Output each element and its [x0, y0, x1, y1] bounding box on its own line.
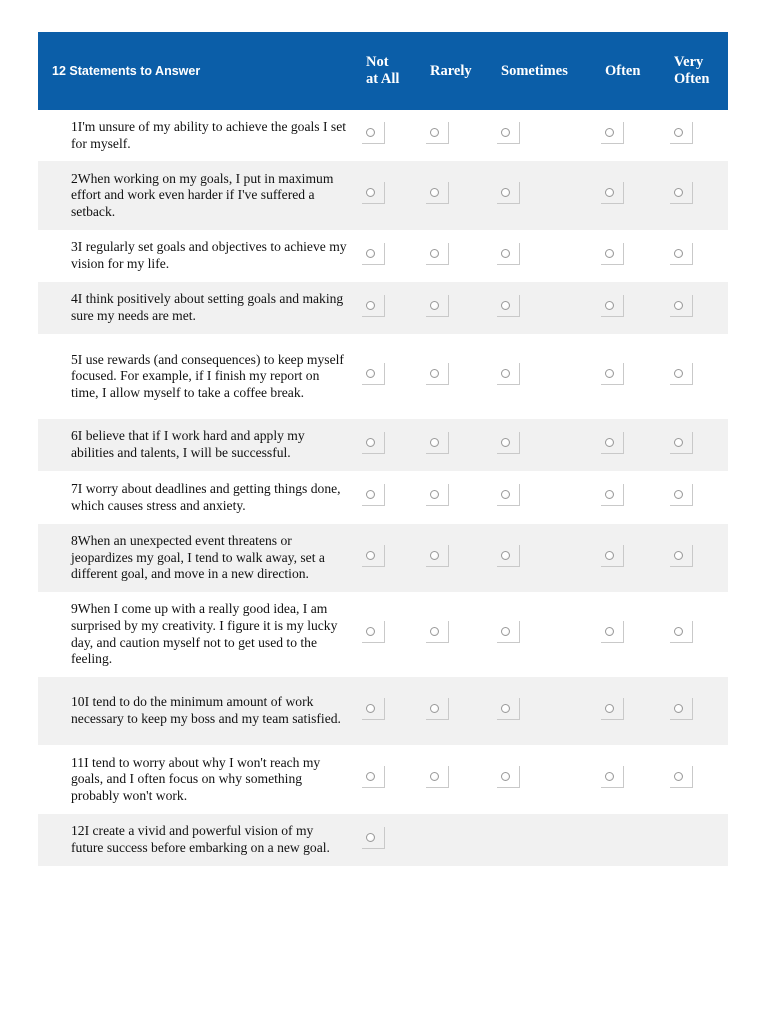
radio-very-often[interactable] [670, 766, 693, 788]
radio-sometimes[interactable] [497, 363, 520, 385]
option-cell [601, 334, 670, 419]
radio-very-often[interactable] [670, 432, 693, 454]
radio-not-at-all[interactable] [362, 827, 385, 849]
radio-sometimes[interactable] [497, 766, 520, 788]
radio-often[interactable] [601, 698, 624, 720]
option-cell [670, 471, 728, 524]
radio-rarely[interactable] [426, 621, 449, 643]
column-header-rarely [426, 32, 497, 110]
option-cell [426, 282, 497, 334]
radio-sometimes[interactable] [497, 295, 520, 317]
option-cell [426, 334, 497, 419]
option-cell [670, 592, 728, 677]
option-cell [601, 230, 670, 282]
radio-not-at-all[interactable] [362, 363, 385, 385]
option-cell [426, 471, 497, 524]
option-cell [426, 677, 497, 745]
radio-very-often[interactable] [670, 122, 693, 144]
option-cell [601, 161, 670, 230]
option-cell [497, 524, 601, 592]
radio-rarely[interactable] [426, 122, 449, 144]
radio-sometimes[interactable] [497, 122, 520, 144]
radio-not-at-all[interactable] [362, 243, 385, 265]
radio-not-at-all[interactable] [362, 484, 385, 506]
option-cell [670, 814, 728, 866]
radio-sometimes[interactable] [497, 698, 520, 720]
radio-not-at-all[interactable] [362, 621, 385, 643]
statement-text: I'm unsure of my ability to achieve the goals I set for myself. [71, 118, 347, 151]
option-cell [670, 161, 728, 230]
statement-number: 1 [71, 118, 78, 134]
statement-number: 9 [71, 601, 78, 617]
statement-row [38, 524, 728, 592]
option-cell [670, 110, 728, 161]
statement-cell [38, 592, 362, 677]
radio-very-often[interactable] [670, 698, 693, 720]
statement-row [38, 814, 728, 866]
option-cell [670, 419, 728, 471]
radio-rarely[interactable] [426, 432, 449, 454]
option-cell [670, 745, 728, 814]
option-cell [362, 334, 426, 419]
option-cell [362, 592, 426, 677]
radio-sometimes[interactable] [497, 182, 520, 204]
option-cell [497, 110, 601, 161]
radio-often[interactable] [601, 545, 624, 567]
option-cell [362, 677, 426, 745]
radio-not-at-all[interactable] [362, 122, 385, 144]
radio-rarely[interactable] [426, 363, 449, 385]
statement-cell [38, 161, 362, 230]
radio-not-at-all[interactable] [362, 545, 385, 567]
statement-text: I tend to do the minimum amount of work necessary to keep my boss and my team satisfied. [71, 694, 341, 726]
option-cell [601, 677, 670, 745]
radio-often[interactable] [601, 243, 624, 265]
statement-cell [38, 471, 362, 524]
option-cell [497, 419, 601, 471]
statement-row [38, 161, 728, 230]
option-cell [601, 592, 670, 677]
statement-number: 11 [71, 754, 85, 770]
statement-text: I create a vivid and powerful vision of my future success before embarking on a new goal. [71, 823, 330, 855]
statement-row [38, 471, 728, 524]
column-header-label: Sometimes [501, 62, 568, 79]
radio-very-often[interactable] [670, 182, 693, 204]
column-header-label: Rarely [430, 62, 472, 79]
radio-rarely[interactable] [426, 545, 449, 567]
option-cell [362, 161, 426, 230]
option-cell [362, 471, 426, 524]
option-cell [601, 745, 670, 814]
radio-rarely[interactable] [426, 766, 449, 788]
column-header-often [601, 32, 670, 110]
radio-often[interactable] [601, 621, 624, 643]
option-cell [601, 471, 670, 524]
radio-not-at-all[interactable] [362, 698, 385, 720]
statement-row [38, 592, 728, 677]
statement-row [38, 282, 728, 334]
statement-row [38, 334, 728, 419]
statement-text: I use rewards (and consequences) to keep myself focused. For example, if I finish my report on time, I allow myself to take a coffee break. [71, 351, 344, 400]
column-header-label: Very Often [674, 54, 710, 87]
option-cell [497, 282, 601, 334]
statement-number: 8 [71, 533, 78, 549]
option-cell [426, 814, 497, 866]
radio-not-at-all[interactable] [362, 766, 385, 788]
option-cell [362, 814, 426, 866]
column-header-label: Often [605, 62, 641, 79]
statement-text: When I come up with a really good idea, I am surprised by my creativity. I figure it is my lucky day, and caution myself not to get used to the feeling. [71, 601, 338, 667]
option-cell [670, 230, 728, 282]
option-cell [497, 471, 601, 524]
option-cell [670, 677, 728, 745]
option-cell [426, 745, 497, 814]
statement-text: I believe that if I work hard and apply my abilities and talents, I will be successful. [71, 428, 305, 460]
option-cell [426, 524, 497, 592]
option-cell [601, 282, 670, 334]
radio-often[interactable] [601, 295, 624, 317]
table-title: 12 Statements to Answer [52, 63, 201, 78]
statement-cell [38, 419, 362, 471]
header-row [38, 32, 728, 110]
option-cell [670, 334, 728, 419]
option-cell [362, 524, 426, 592]
option-cell [426, 161, 497, 230]
radio-very-often[interactable] [670, 295, 693, 317]
statement-text: When an unexpected event threatens or jeopardizes my goal, I tend to walk away, set a different goal, and move in a new direction. [71, 533, 325, 582]
statement-cell [38, 524, 362, 592]
radio-often[interactable] [601, 363, 624, 385]
option-cell [362, 745, 426, 814]
option-cell [601, 814, 670, 866]
radio-rarely[interactable] [426, 243, 449, 265]
option-cell [670, 282, 728, 334]
radio-sometimes[interactable] [497, 432, 520, 454]
radio-often[interactable] [601, 766, 624, 788]
option-cell [497, 334, 601, 419]
radio-very-often[interactable] [670, 484, 693, 506]
statement-number: 12 [71, 823, 85, 839]
statement-cell [38, 110, 362, 161]
option-cell [362, 110, 426, 161]
statement-text: I tend to worry about why I won't reach my goals, and I often focus on why something probably won't work. [71, 754, 321, 803]
statement-number: 3 [71, 239, 78, 255]
radio-rarely[interactable] [426, 182, 449, 204]
statement-row [38, 230, 728, 282]
column-header-sometimes [497, 32, 601, 110]
statement-number: 2 [71, 170, 78, 186]
statement-row [38, 110, 728, 161]
statement-cell [38, 745, 362, 814]
option-cell [497, 161, 601, 230]
statement-text: I regularly set goals and objectives to achieve my vision for my life. [71, 239, 347, 271]
statement-number: 7 [71, 480, 78, 496]
option-cell [670, 524, 728, 592]
statement-number: 5 [71, 351, 78, 367]
radio-not-at-all[interactable] [362, 432, 385, 454]
option-cell [362, 419, 426, 471]
statement-text: I worry about deadlines and getting things done, which causes stress and anxiety. [71, 480, 341, 513]
radio-rarely[interactable] [426, 295, 449, 317]
statement-cell [38, 814, 362, 866]
option-cell [497, 677, 601, 745]
statement-text: When working on my goals, I put in maximum effort and work even harder if I've suffered a setback. [71, 170, 334, 219]
option-cell [362, 282, 426, 334]
statement-cell [38, 677, 362, 745]
radio-very-often[interactable] [670, 363, 693, 385]
statement-cell [38, 230, 362, 282]
option-cell [426, 110, 497, 161]
radio-often[interactable] [601, 122, 624, 144]
statement-number: 10 [71, 694, 85, 710]
statement-row [38, 745, 728, 814]
option-cell [426, 592, 497, 677]
option-cell [497, 814, 601, 866]
statement-row [38, 419, 728, 471]
option-cell [426, 230, 497, 282]
option-cell [601, 419, 670, 471]
radio-often[interactable] [601, 432, 624, 454]
statement-cell [38, 282, 362, 334]
radio-sometimes[interactable] [497, 484, 520, 506]
radio-not-at-all[interactable] [362, 295, 385, 317]
radio-rarely[interactable] [426, 484, 449, 506]
radio-sometimes[interactable] [497, 621, 520, 643]
option-cell [497, 745, 601, 814]
option-cell [497, 592, 601, 677]
option-cell [426, 419, 497, 471]
statement-text: I think positively about setting goals and making sure my needs are met. [71, 291, 344, 323]
statement-cell [38, 334, 362, 419]
option-cell [362, 230, 426, 282]
radio-very-often[interactable] [670, 243, 693, 265]
radio-often[interactable] [601, 182, 624, 204]
statements-table [38, 32, 728, 866]
radio-rarely[interactable] [426, 698, 449, 720]
radio-not-at-all[interactable] [362, 182, 385, 204]
radio-very-often[interactable] [670, 545, 693, 567]
radio-sometimes[interactable] [497, 243, 520, 265]
statement-row [38, 677, 728, 745]
quiz-sheet [38, 32, 728, 866]
option-cell [601, 524, 670, 592]
statement-number: 6 [71, 428, 78, 444]
column-header-label: Not at All [366, 54, 400, 87]
option-cell [497, 230, 601, 282]
radio-sometimes[interactable] [497, 545, 520, 567]
statement-number: 4 [71, 291, 78, 307]
option-cell [601, 110, 670, 161]
column-header-very-often [670, 32, 728, 110]
radio-often[interactable] [601, 484, 624, 506]
column-header-not-at-all [362, 32, 426, 110]
radio-very-often[interactable] [670, 621, 693, 643]
